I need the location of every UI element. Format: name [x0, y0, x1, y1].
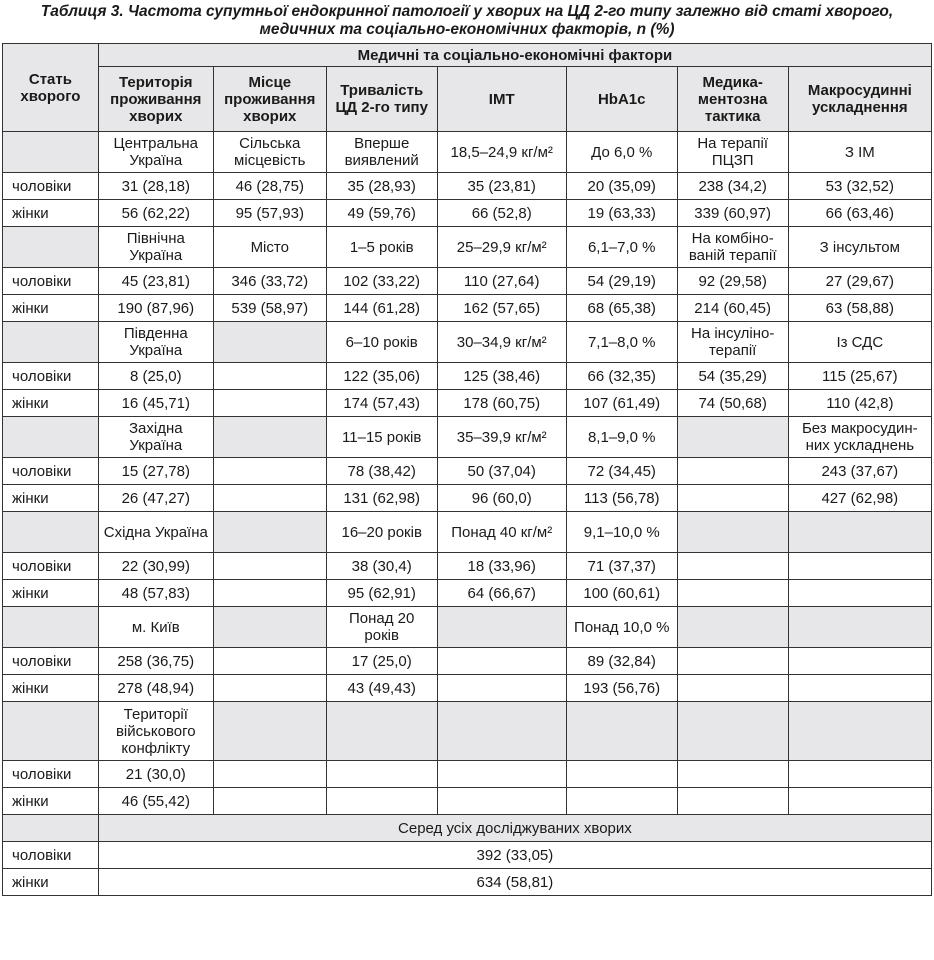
value-cell: 64 (66,67) [437, 580, 566, 607]
value-cell: 27 (29,67) [788, 268, 931, 295]
value-cell [437, 648, 566, 675]
value-cell: 26 (47,27) [98, 485, 213, 512]
header-col: Макросудинні ускладнення [788, 67, 931, 132]
total-row [3, 842, 932, 869]
category-cell: 9,1–10,0 % [566, 512, 677, 553]
category-cell: 18,5–24,9 кг/м² [437, 132, 566, 173]
table-row [3, 390, 932, 417]
header-col: Територія проживання хворих [98, 67, 213, 132]
category-cell: Території військового конфлікту [98, 702, 213, 761]
value-cell: 45 (23,81) [98, 268, 213, 295]
sex-label: чоловіки [3, 648, 99, 675]
category-cell: 16–20 років [326, 512, 437, 553]
category-cell: Понад 20 років [326, 607, 437, 648]
table-row [3, 648, 932, 675]
value-cell: 107 (61,49) [566, 390, 677, 417]
category-cell [326, 702, 437, 761]
value-cell [788, 648, 931, 675]
total-value: 634 (58,81) [98, 869, 931, 896]
value-cell: 193 (56,76) [566, 675, 677, 702]
category-cell: 11–15 років [326, 417, 437, 458]
value-cell [326, 788, 437, 815]
value-cell: 31 (28,18) [98, 173, 213, 200]
value-cell: 162 (57,65) [437, 295, 566, 322]
value-cell: 72 (34,45) [566, 458, 677, 485]
value-cell: 258 (36,75) [98, 648, 213, 675]
value-cell: 144 (61,28) [326, 295, 437, 322]
category-cell: 25–29,9 кг/м² [437, 227, 566, 268]
sex-label: чоловіки [3, 761, 99, 788]
category-row-blank [3, 512, 99, 553]
table-row [3, 295, 932, 322]
category-cell: Центральна Україна [98, 132, 213, 173]
value-cell: 16 (45,71) [98, 390, 213, 417]
value-cell: 46 (55,42) [98, 788, 213, 815]
value-cell: 178 (60,75) [437, 390, 566, 417]
value-cell [213, 485, 326, 512]
value-cell: 17 (25,0) [326, 648, 437, 675]
value-cell: 56 (62,22) [98, 200, 213, 227]
category-cell: 1–5 років [326, 227, 437, 268]
table-row [3, 268, 932, 295]
value-cell [213, 580, 326, 607]
value-cell [213, 788, 326, 815]
table-row [3, 173, 932, 200]
category-cell: 6,1–7,0 % [566, 227, 677, 268]
sex-label: чоловіки [3, 458, 99, 485]
total-label-row [3, 815, 932, 842]
category-cell: Без макросудин-них ускладнень [788, 417, 931, 458]
value-cell [437, 761, 566, 788]
header-row-1 [3, 44, 932, 67]
value-cell [677, 675, 788, 702]
category-cell: 7,1–8,0 % [566, 322, 677, 363]
category-cell: З ІМ [788, 132, 931, 173]
value-cell [213, 390, 326, 417]
value-cell: 35 (28,93) [326, 173, 437, 200]
category-row [3, 227, 932, 268]
total-row-blank [3, 815, 99, 842]
value-cell: 53 (32,52) [788, 173, 931, 200]
table-row [3, 788, 932, 815]
value-cell [788, 761, 931, 788]
value-cell [213, 648, 326, 675]
value-cell [213, 458, 326, 485]
category-cell [788, 702, 931, 761]
category-cell [788, 512, 931, 553]
category-row [3, 702, 932, 761]
value-cell [437, 675, 566, 702]
sex-label: жінки [3, 869, 99, 896]
sex-label: жінки [3, 788, 99, 815]
value-cell: 68 (65,38) [566, 295, 677, 322]
category-cell [437, 702, 566, 761]
category-cell: Південна Україна [98, 322, 213, 363]
value-cell [677, 458, 788, 485]
caption-line-1: Таблиця 3. Частота супутньої ендокринної патології у хворих на ЦД 2-го типу залежно від статі хворого, [40, 3, 894, 20]
value-cell: 15 (27,78) [98, 458, 213, 485]
value-cell: 78 (38,42) [326, 458, 437, 485]
value-cell: 427 (62,98) [788, 485, 931, 512]
value-cell: 63 (58,88) [788, 295, 931, 322]
value-cell: 131 (62,98) [326, 485, 437, 512]
value-cell: 48 (57,83) [98, 580, 213, 607]
header-col: ІМТ [437, 67, 566, 132]
category-row-blank [3, 417, 99, 458]
value-cell [213, 761, 326, 788]
value-cell: 20 (35,09) [566, 173, 677, 200]
value-cell: 95 (62,91) [326, 580, 437, 607]
value-cell: 278 (48,94) [98, 675, 213, 702]
table-row [3, 200, 932, 227]
category-row-blank [3, 607, 99, 648]
table-caption [6, 3, 928, 39]
category-cell [213, 322, 326, 363]
value-cell: 18 (33,96) [437, 553, 566, 580]
category-row-blank [3, 322, 99, 363]
value-cell [677, 580, 788, 607]
category-row-blank [3, 702, 99, 761]
value-cell: 102 (33,22) [326, 268, 437, 295]
caption-line-2: медичних та соціально-економічних факторів, n (%) [259, 21, 675, 38]
value-cell: 74 (50,68) [677, 390, 788, 417]
category-cell: 6–10 років [326, 322, 437, 363]
header-group: Медичні та соціально-економічні фактори [98, 44, 931, 67]
value-cell: 92 (29,58) [677, 268, 788, 295]
sex-label: жінки [3, 580, 99, 607]
value-cell: 100 (60,61) [566, 580, 677, 607]
value-cell: 50 (37,04) [437, 458, 566, 485]
value-cell: 49 (59,76) [326, 200, 437, 227]
value-cell: 238 (34,2) [677, 173, 788, 200]
sex-label: чоловіки [3, 173, 99, 200]
value-cell: 110 (42,8) [788, 390, 931, 417]
category-cell [677, 417, 788, 458]
value-cell: 122 (35,06) [326, 363, 437, 390]
category-row-blank [3, 132, 99, 173]
value-cell: 190 (87,96) [98, 295, 213, 322]
category-cell: На комбіно-ваній терапії [677, 227, 788, 268]
category-cell: Понад 40 кг/м² [437, 512, 566, 553]
data-table [2, 43, 932, 896]
value-cell: 174 (57,43) [326, 390, 437, 417]
value-cell [788, 553, 931, 580]
category-cell [213, 512, 326, 553]
category-row [3, 417, 932, 458]
value-cell [677, 788, 788, 815]
value-cell: 8 (25,0) [98, 363, 213, 390]
sex-label: жінки [3, 295, 99, 322]
table-row [3, 485, 932, 512]
table-row [3, 761, 932, 788]
total-value: 392 (33,05) [98, 842, 931, 869]
value-cell [677, 553, 788, 580]
category-cell [437, 607, 566, 648]
value-cell [213, 553, 326, 580]
table-row [3, 675, 932, 702]
value-cell [677, 485, 788, 512]
value-cell [566, 761, 677, 788]
value-cell [213, 675, 326, 702]
category-row [3, 607, 932, 648]
value-cell: 43 (49,43) [326, 675, 437, 702]
value-cell: 22 (30,99) [98, 553, 213, 580]
value-cell: 19 (63,33) [566, 200, 677, 227]
value-cell: 71 (37,37) [566, 553, 677, 580]
category-cell [566, 702, 677, 761]
header-sex: Стать хворого [3, 44, 99, 132]
category-cell [677, 607, 788, 648]
total-label: Серед усіх досліджуваних хворих [98, 815, 931, 842]
value-cell: 125 (38,46) [437, 363, 566, 390]
sex-label: чоловіки [3, 268, 99, 295]
value-cell [677, 648, 788, 675]
value-cell [566, 788, 677, 815]
sex-label: чоловіки [3, 363, 99, 390]
value-cell [677, 761, 788, 788]
value-cell: 89 (32,84) [566, 648, 677, 675]
sex-label: чоловіки [3, 842, 99, 869]
value-cell [788, 788, 931, 815]
value-cell: 35 (23,81) [437, 173, 566, 200]
category-row-blank [3, 227, 99, 268]
category-cell: Північна Україна [98, 227, 213, 268]
value-cell [213, 363, 326, 390]
category-cell: 30–34,9 кг/м² [437, 322, 566, 363]
sex-label: жінки [3, 485, 99, 512]
category-row [3, 322, 932, 363]
category-cell: На терапії ПЦЗП [677, 132, 788, 173]
value-cell: 346 (33,72) [213, 268, 326, 295]
category-row [3, 512, 932, 553]
category-cell: Вперше виявлений [326, 132, 437, 173]
total-row [3, 869, 932, 896]
value-cell [326, 761, 437, 788]
category-cell: Із СДС [788, 322, 931, 363]
value-cell: 66 (32,35) [566, 363, 677, 390]
category-cell: 35–39,9 кг/м² [437, 417, 566, 458]
category-cell [677, 512, 788, 553]
category-cell [788, 607, 931, 648]
value-cell: 46 (28,75) [213, 173, 326, 200]
category-cell: Західна Україна [98, 417, 213, 458]
value-cell: 54 (35,29) [677, 363, 788, 390]
value-cell: 21 (30,0) [98, 761, 213, 788]
category-cell: Понад 10,0 % [566, 607, 677, 648]
category-cell: Східна Україна [98, 512, 213, 553]
table-row [3, 580, 932, 607]
header-col: Тривалість ЦД 2-го типу [326, 67, 437, 132]
sex-label: жінки [3, 675, 99, 702]
value-cell: 214 (60,45) [677, 295, 788, 322]
value-cell [437, 788, 566, 815]
category-cell: Місто [213, 227, 326, 268]
value-cell [788, 675, 931, 702]
value-cell: 38 (30,4) [326, 553, 437, 580]
category-cell: З інсультом [788, 227, 931, 268]
value-cell: 66 (52,8) [437, 200, 566, 227]
category-row [3, 132, 932, 173]
value-cell: 54 (29,19) [566, 268, 677, 295]
table-row [3, 553, 932, 580]
category-cell: 8,1–9,0 % [566, 417, 677, 458]
value-cell: 539 (58,97) [213, 295, 326, 322]
header-col: Місце проживання хворих [213, 67, 326, 132]
sex-label: жінки [3, 390, 99, 417]
header-col: HbA1c [566, 67, 677, 132]
category-cell: м. Київ [98, 607, 213, 648]
header-row-2 [3, 67, 932, 132]
sex-label: чоловіки [3, 553, 99, 580]
category-cell: До 6,0 % [566, 132, 677, 173]
category-cell: Сільська місцевість [213, 132, 326, 173]
value-cell: 243 (37,67) [788, 458, 931, 485]
value-cell: 96 (60,0) [437, 485, 566, 512]
category-cell: На інсуліно-терапії [677, 322, 788, 363]
header-col: Медика-ментозна тактика [677, 67, 788, 132]
category-cell [677, 702, 788, 761]
table-row [3, 458, 932, 485]
table-row [3, 363, 932, 390]
value-cell: 95 (57,93) [213, 200, 326, 227]
category-cell [213, 607, 326, 648]
value-cell [788, 580, 931, 607]
sex-label: жінки [3, 200, 99, 227]
value-cell: 110 (27,64) [437, 268, 566, 295]
value-cell: 113 (56,78) [566, 485, 677, 512]
value-cell: 115 (25,67) [788, 363, 931, 390]
value-cell: 339 (60,97) [677, 200, 788, 227]
category-cell [213, 417, 326, 458]
category-cell [213, 702, 326, 761]
value-cell: 66 (63,46) [788, 200, 931, 227]
